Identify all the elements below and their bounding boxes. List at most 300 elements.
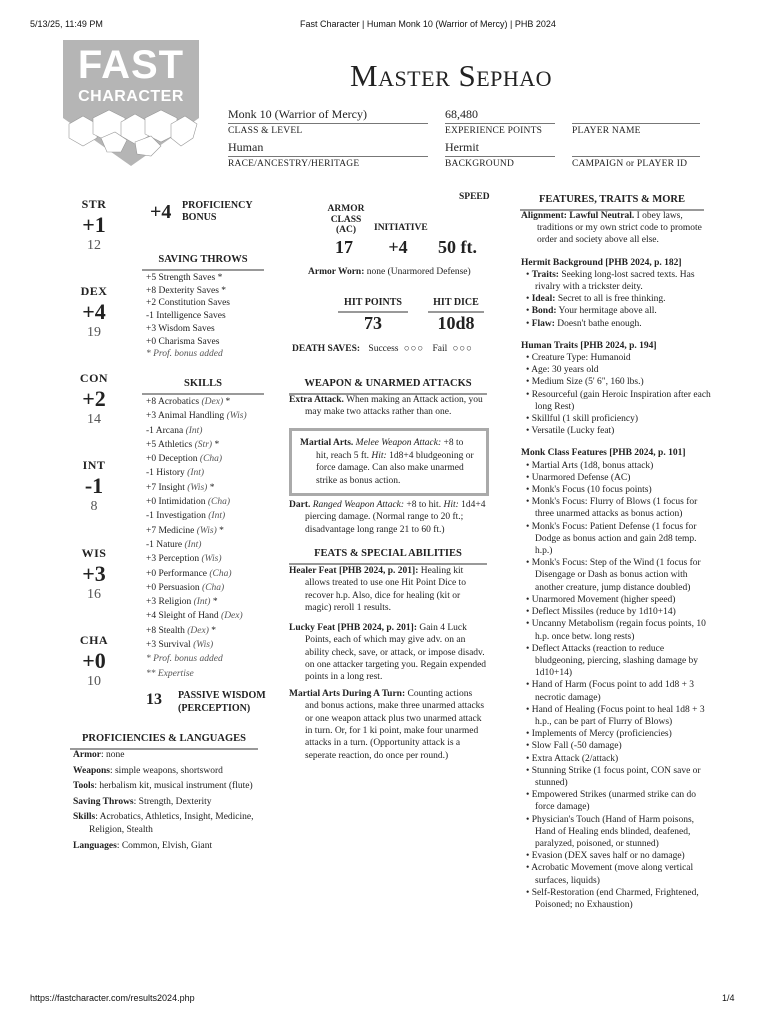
skill-row (146, 567, 247, 581)
armor-class-label (322, 204, 370, 236)
bullet-glyph: • (526, 790, 532, 801)
bullet-glyph: • (526, 729, 532, 740)
bullet-glyph: • (526, 497, 532, 508)
skills-note: * Prof. bonus added (146, 654, 223, 665)
logo-text-character: CHARACTER (78, 88, 184, 105)
list-item: -1 Intelligence Saves (146, 311, 226, 322)
skill-marker: * (216, 525, 224, 536)
death-fail-circles[interactable]: ○○○ (452, 344, 473, 354)
skill-name: +8 Acrobatics (146, 397, 202, 407)
bullet-glyph: • (526, 472, 532, 483)
bullet-glyph: • (526, 851, 532, 862)
ability-modifier: +1 (82, 211, 106, 237)
human-trait (521, 352, 711, 364)
campaign-label: CAMPAIGN or PLAYER ID (572, 159, 688, 169)
monk-feature (521, 606, 711, 618)
skill-row (146, 424, 247, 438)
monk-list (521, 460, 711, 912)
bullet-glyph: • (526, 460, 532, 471)
skill-row (146, 438, 247, 452)
hermit-item (521, 293, 711, 305)
monk-feature (521, 740, 711, 752)
ability-modifier: +2 (82, 385, 106, 411)
armor-worn (308, 266, 471, 278)
bullet-glyph: • (526, 863, 532, 874)
skill-ability: (Wis) (196, 525, 217, 536)
monk-feature (521, 887, 711, 911)
bullet-glyph: • (526, 607, 532, 618)
player-name-field (572, 107, 700, 137)
ability-modifier: +3 (82, 560, 106, 586)
bullet-glyph: • (526, 365, 532, 376)
skill-name: +0 Performance (146, 568, 210, 579)
proficiencies-heading: PROFICIENCIES & LANGUAGES (70, 732, 258, 750)
ability-int (70, 458, 118, 516)
proficiency-value: : Strength, Dexterity (133, 796, 212, 807)
monk-feature-text: Acrobatic Movement (move along vertical surfaces, liquids) (531, 863, 694, 886)
print-page-number: 1/4 (722, 993, 735, 1003)
hermit-item (521, 269, 711, 293)
ability-name: STR (81, 197, 107, 211)
ability-name: CON (79, 371, 109, 385)
class-level-value: Monk 10 (Warrior of Mercy) (228, 107, 428, 124)
skill-marker: * (223, 397, 231, 407)
skill-name: -1 Nature (146, 539, 185, 550)
skill-row (146, 495, 247, 509)
passive-perception-label (178, 689, 266, 715)
passive-label-line2: (PERCEPTION) (178, 703, 251, 714)
healer-feat (289, 565, 487, 614)
skill-ability: (Wis) (226, 411, 247, 422)
hermit-item (521, 318, 711, 330)
monk-feature (521, 728, 711, 740)
passive-perception-value: 13 (146, 691, 162, 708)
skill-ability: (Dex) (221, 611, 243, 622)
martial-arts-box (289, 428, 489, 496)
monk-feature-text: Hand of Healing (Focus point to heal 1d8 + 3 h.p., can be part of Flurry of Blows) (531, 704, 705, 727)
bullet-glyph: • (526, 485, 532, 496)
saving-throws-heading: SAVING THROWS (142, 253, 264, 271)
proficiency-key: Languages (73, 840, 117, 851)
death-fail-label: Fail (432, 344, 448, 354)
feats-heading: FEATS & SPECIAL ABILITIES (289, 547, 487, 565)
character-name: Master Sephao (350, 58, 553, 93)
monk-feature (521, 789, 711, 813)
speed-value: 50 ft. (438, 237, 477, 257)
human-trait (521, 364, 711, 376)
proficiency-row (73, 749, 258, 762)
skill-row (146, 452, 247, 466)
race-field (228, 140, 428, 170)
monk-feature-text: Martial Arts (1d8, bonus attack) (531, 460, 654, 471)
proficiency-label-line2: BONUS (182, 212, 217, 223)
weapons-heading: WEAPON & UNARMED ATTACKS (289, 377, 487, 395)
ability-str (70, 197, 118, 255)
dart-damage: 1d4+4 piercing damage. (Normal range to 20 ft.; disadvantage long range 21 to 60 ft.) (305, 500, 486, 535)
healer-feat-text: Healing kit allows treated to use one Hit Point Dice to recover h.p. Also, dice for healing (kit or magic) reroll 1 results. (305, 566, 466, 614)
ability-score: 10 (87, 673, 101, 689)
skill-name: +7 Insight (146, 482, 188, 493)
monk-feature (521, 484, 711, 496)
print-url: https://fastcharacter.com/results2024.php (30, 993, 195, 1003)
martial-arts-hit: +8 to hit, reach 5 ft. (316, 438, 464, 461)
background-value: Hermit (445, 140, 555, 157)
monk-feature (521, 704, 711, 728)
monk-feature (521, 643, 711, 680)
monk-feature (521, 496, 711, 520)
xp-label: EXPERIENCE POINTS (445, 126, 543, 136)
lucky-feat-label: Lucky Feat [PHB 2024, p. 201]: (289, 623, 417, 633)
proficiency-key: Weapons (73, 765, 110, 776)
bullet-glyph: • (526, 353, 532, 364)
human-trait-text: Age: 30 years old (531, 365, 599, 376)
bullet-glyph: • (526, 426, 532, 437)
proficiency-value: : Acrobatics, Athletics, Insight, Medicine, Religion, Stealth (89, 812, 254, 835)
proficiency-value: : herbalism kit, musical instrument (flute) (94, 781, 253, 792)
extra-attack-label: Extra Attack. (289, 395, 344, 405)
hermit-value: Doesn't bathe enough. (554, 318, 642, 329)
hermit-value: Secret to all is free thinking. (555, 294, 666, 305)
skill-row (146, 395, 247, 409)
skills-list (146, 395, 247, 681)
skill-ability: (Int) (187, 468, 205, 479)
ability-con (70, 371, 118, 429)
healer-feat-label: Healer Feat [PHB 2024, p. 201]: (289, 566, 419, 576)
monk-feature-text: Deflect Missiles (reduce by 1d10+14) (531, 607, 676, 618)
monk-feature (521, 594, 711, 606)
skill-marker: * (212, 439, 220, 450)
dart-hit: +8 to hit. (404, 500, 444, 510)
hermit-key: Ideal: (531, 294, 556, 305)
skill-marker: * (208, 625, 216, 636)
monk-feature (521, 472, 711, 484)
skill-name: +4 Sleight of Hand (146, 611, 222, 622)
alignment (521, 210, 711, 247)
monk-feature (521, 814, 711, 851)
dart-label: Dart. (289, 500, 311, 510)
monk-feature-text: Unarmored Movement (higher speed) (531, 594, 676, 605)
class-level-label: CLASS & LEVEL (228, 126, 303, 136)
monk-feature (521, 460, 711, 472)
proficiency-row (73, 796, 258, 809)
ability-name: WIS (81, 546, 107, 560)
xp-value: 68,480 (445, 107, 555, 124)
proficiency-row (73, 811, 258, 836)
skill-marker: * (207, 482, 215, 493)
skill-name: +3 Survival (146, 640, 194, 651)
human-trait-text: Creature Type: Humanoid (531, 353, 631, 364)
proficiencies-list (73, 749, 258, 855)
extra-attack (289, 394, 485, 419)
monk-feature-text: Unarmored Defense (AC) (531, 472, 631, 483)
human-trait (521, 389, 711, 413)
skill-ability: (Cha) (209, 568, 232, 579)
monk-feature (521, 753, 711, 765)
hermit-key: Traits: (531, 269, 559, 280)
martial-arts-label: Martial Arts. (300, 438, 354, 448)
bullet-glyph: • (526, 887, 532, 898)
bullet-glyph: • (526, 753, 532, 764)
dart-type: Ranged Weapon Attack: (310, 500, 405, 510)
dart-hit-label: Hit: (443, 500, 459, 510)
ability-score: 8 (90, 498, 98, 514)
ability-score: 19 (87, 324, 101, 340)
alignment-text: I obey laws, traditions or my own strict code to promote order and society above all else. (537, 211, 702, 246)
fast-character-logo (61, 38, 201, 168)
hermit-key: Bond: (531, 306, 557, 317)
skill-ability: (Dex) (187, 625, 209, 636)
proficiency-value: : simple weapons, shortsword (109, 765, 223, 776)
skill-name: +0 Intimidation (146, 497, 208, 508)
skill-ability: (Int) (208, 511, 226, 522)
monk-feature-text: Empowered Strikes (unarmed strike can do force damage) (531, 790, 697, 813)
skills-heading: SKILLS (142, 377, 264, 395)
monk-feature (521, 850, 711, 862)
human-trait-text: Medium Size (5' 6", 160 lbs.) (531, 377, 644, 388)
ability-wis (70, 546, 118, 604)
monk-heading: Monk Class Features [PHB 2024, p. 101] (521, 448, 686, 459)
skill-row (146, 609, 247, 623)
xp-field (445, 107, 555, 137)
ac-label-line2: CLASS (330, 214, 362, 225)
martial-arts-hit-label: Hit: (371, 450, 387, 461)
ability-name: DEX (80, 284, 108, 298)
bullet-glyph: • (526, 414, 532, 425)
armor-worn-value: none (Unarmored Defense) (364, 267, 471, 277)
features-heading: FEATURES, TRAITS & MORE (520, 193, 704, 211)
background-label: BACKGROUND (445, 159, 515, 169)
proficiency-value: : none (100, 750, 125, 760)
monk-feature-text: Monk's Focus (10 focus points) (531, 485, 652, 496)
saving-throws-note: * Prof. bonus added (146, 349, 223, 360)
skill-row (146, 624, 247, 638)
hit-points-label: HIT POINTS (338, 296, 408, 313)
initiative-value: +4 (388, 237, 408, 257)
human-trait (521, 413, 711, 425)
monk-feature (521, 618, 711, 642)
monk-feature-text: Monk's Focus: Flurry of Blows (1 focus for three unarmed attacks as bonus action) (531, 497, 698, 520)
bullet-glyph: • (526, 619, 532, 630)
monk-feature-text: Monk's Focus: Patient Defense (1 focus for Dodge as bonus action and gain 2d8 temp. h.p.) (531, 521, 697, 557)
bullet-glyph: • (526, 306, 532, 317)
death-success-label: Success (368, 344, 399, 354)
ac-label-line1: ARMOR (327, 204, 365, 214)
skill-name: -1 Investigation (146, 511, 209, 522)
skill-row (146, 409, 247, 423)
ability-name: CHA (79, 633, 109, 647)
skills-note: ** Expertise (146, 668, 194, 679)
ac-label-line3: (AC) (335, 225, 357, 235)
proficiency-row (73, 765, 258, 778)
ability-modifier: -1 (84, 472, 104, 498)
ability-name: INT (82, 458, 106, 472)
skill-row (146, 481, 247, 495)
bullet-glyph: • (526, 741, 532, 752)
campaign-field (572, 140, 700, 170)
martial-arts-turn-text: Counting actions and bonus actions, make three unarmed attacks or one weapon attack plus two unarmed attack in turn. Or, for 1 ki point, make four unarmed attacks in a turn. (Opportunity attack is a seperate reaction, do once per round.) (305, 689, 485, 761)
bullet-glyph: • (526, 704, 532, 715)
print-datetime: 5/13/25, 11:49 PM (30, 19, 103, 29)
skill-ability: (Cha) (199, 454, 223, 465)
skill-ability: (Cha) (202, 582, 225, 593)
class-level-field (228, 107, 428, 137)
proficiency-key: Skills (73, 812, 96, 823)
hit-dice-label: HIT DICE (428, 296, 484, 313)
ability-dex (70, 284, 118, 342)
bullet-glyph: • (526, 814, 532, 825)
skill-name: +7 Medicine (146, 525, 197, 536)
skill-row (146, 509, 247, 523)
dart-attack (289, 499, 489, 536)
human-trait-text: Skillful (1 skill proficiency) (531, 414, 639, 425)
monk-feature-text: Extra Attack (2/attack) (531, 753, 619, 764)
bullet-glyph: • (526, 389, 532, 400)
skill-name: +3 Religion (146, 597, 194, 608)
monk-feature-text: Uncanny Metabolism (regain focus points, 10 h.p. once betw. long rests) (531, 619, 706, 642)
ability-cha (70, 633, 118, 691)
list-item: +8 Dexterity Saves * (146, 285, 227, 296)
monk-feature-text: Hand of Harm (Focus point to add 1d8 + 3 necrotic damage) (531, 680, 695, 703)
hermit-heading: Hermit Background [PHB 2024, p. 182] (521, 257, 682, 268)
print-doc-title: Fast Character | Human Monk 10 (Warrior of Mercy) | PHB 2024 (300, 19, 556, 29)
race-value: Human (228, 140, 428, 157)
hit-dice-value: 10d8 (437, 313, 475, 333)
skill-row (146, 581, 247, 595)
hermit-list (521, 269, 711, 330)
extra-attack-text: When making an Attack action, you may make two attacks rather than one. (305, 395, 483, 418)
skill-name: +0 Deception (146, 454, 200, 465)
monk-feature (521, 862, 711, 886)
player-name-value (572, 107, 700, 124)
ability-score: 16 (87, 586, 101, 602)
armor-worn-label: Armor Worn: (308, 267, 365, 277)
ability-modifier: +4 (82, 298, 106, 324)
proficiency-row (73, 840, 258, 853)
skill-row (146, 524, 247, 538)
death-saves-label: DEATH SAVES: (292, 344, 361, 354)
skill-name: +5 Athletics (146, 439, 195, 450)
skill-name: +3 Perception (146, 554, 202, 565)
bullet-glyph: • (526, 643, 532, 654)
passive-label-line1: PASSIVE WISDOM (178, 690, 266, 701)
saving-throws-list (146, 272, 230, 361)
ability-score: 12 (87, 237, 101, 253)
monk-feature (521, 679, 711, 703)
human-trait (521, 425, 711, 437)
skill-ability: (Int) (193, 597, 211, 608)
skill-ability: (Dex) (201, 397, 224, 407)
race-label: RACE/ANCESTRY/HERITAGE (228, 159, 360, 169)
initiative-label: INITIATIVE (374, 223, 428, 233)
skill-ability: (Wis) (193, 640, 214, 651)
skill-ability: (Int) (185, 425, 203, 436)
bullet-glyph: • (526, 594, 532, 605)
lucky-feat (289, 622, 487, 684)
list-item: +5 Strength Saves * (146, 273, 223, 283)
bullet-glyph: • (526, 269, 532, 280)
skill-row (146, 595, 247, 609)
human-trait (521, 376, 711, 388)
skill-ability: (Wis) (201, 554, 222, 565)
armor-class-value: 17 (335, 237, 353, 257)
human-trait-text: Versatile (Lucky feat) (531, 426, 615, 437)
proficiency-row (73, 780, 258, 793)
human-list (521, 352, 711, 437)
skill-row (146, 538, 247, 552)
alignment-label: Alignment: Lawful Neutral. (521, 211, 635, 221)
death-success-circles[interactable]: ○○○ (403, 344, 425, 354)
proficiency-key: Tools (73, 781, 95, 792)
martial-arts-type: Melee Weapon Attack: (353, 438, 442, 448)
monk-feature (521, 557, 711, 594)
bullet-glyph: • (526, 558, 532, 569)
monk-feature-text: Evasion (DEX saves half or no damage) (531, 851, 685, 862)
skill-marker: * (210, 597, 218, 608)
proficiency-key: Saving Throws (73, 796, 134, 807)
proficiency-bonus-value: +4 (150, 201, 172, 223)
human-trait-text: Resourceful (gain Heroic Inspiration after each long Rest) (531, 389, 711, 412)
skill-name: +8 Stealth (146, 625, 188, 636)
logo-text-fast: FAST (77, 43, 185, 87)
skill-name: +3 Animal Handling (146, 411, 227, 422)
proficiency-bonus-label (182, 200, 253, 224)
features-column (521, 210, 711, 911)
bullet-glyph: • (526, 765, 532, 776)
ability-modifier: +0 (82, 647, 106, 673)
skill-name: -1 History (146, 468, 188, 479)
skill-ability: (Wis) (187, 482, 208, 493)
skill-ability: (Cha) (207, 497, 230, 508)
list-item: +2 Constitution Saves (146, 298, 231, 309)
martial-arts-turn (289, 688, 487, 762)
list-item: +0 Charisma Saves (146, 336, 220, 347)
monk-feature (521, 521, 711, 558)
monk-feature-text: Implements of Mercy (proficiencies) (531, 729, 672, 740)
background-field (445, 140, 555, 170)
monk-feature (521, 765, 711, 789)
skill-ability: (Int) (184, 539, 202, 550)
player-name-label: PLAYER NAME (572, 126, 641, 136)
bullet-glyph: • (526, 680, 532, 691)
monk-feature-text: Stunning Strike (1 focus point, CON save or stunned) (531, 765, 701, 788)
skill-name: -1 Arcana (146, 425, 186, 436)
hermit-value: Seeking long-lost sacred texts. Has rivalry with a trickster deity. (535, 269, 695, 293)
monk-feature-text: Self-Restoration (end Charmed, Frightened, Poisoned; no Exhaustion) (531, 887, 699, 910)
skill-name: +0 Persuasion (146, 582, 203, 593)
skill-row (146, 552, 247, 566)
lucky-feat-text: Gain 4 Luck Points, each of which may give adv. on an ability check, save, or attack, or impose disadv. on one attacker targeting you. Regain expended points in a long rest. (305, 623, 487, 683)
campaign-value (572, 140, 700, 157)
monk-feature-text: Monk's Focus: Step of the Wind (1 focus for Disengage or Dash as bonus action with another creature, jump distance doubled) (531, 558, 701, 593)
proficiency-label-line1: PROFICIENCY (182, 200, 253, 211)
skill-row (146, 466, 247, 480)
hit-points-value: 73 (364, 313, 382, 333)
ability-score: 14 (87, 411, 101, 427)
bullet-glyph: • (526, 318, 532, 329)
hermit-item (521, 305, 711, 317)
bullet-glyph: • (526, 521, 532, 532)
martial-arts-turn-label: Martial Arts During A Turn: (289, 689, 406, 699)
bullet-glyph: • (526, 294, 532, 305)
speed-label: SPEED (459, 192, 490, 202)
death-saves (292, 343, 473, 355)
monk-feature-text: Deflect Attacks (reaction to reduce bludgeoning, piercing, slashing damage by 1d10+14) (531, 643, 699, 679)
monk-feature-text: Physician's Touch (Hand of Harm poisons, Hand of Healing ends blinded, deafened, paralyzed, poisoned, or stunned) (531, 814, 695, 849)
hermit-key: Flaw: (531, 318, 555, 329)
skill-ability: (Str) (194, 439, 213, 450)
proficiency-key: Armor (73, 750, 101, 760)
bullet-glyph: • (526, 377, 532, 388)
